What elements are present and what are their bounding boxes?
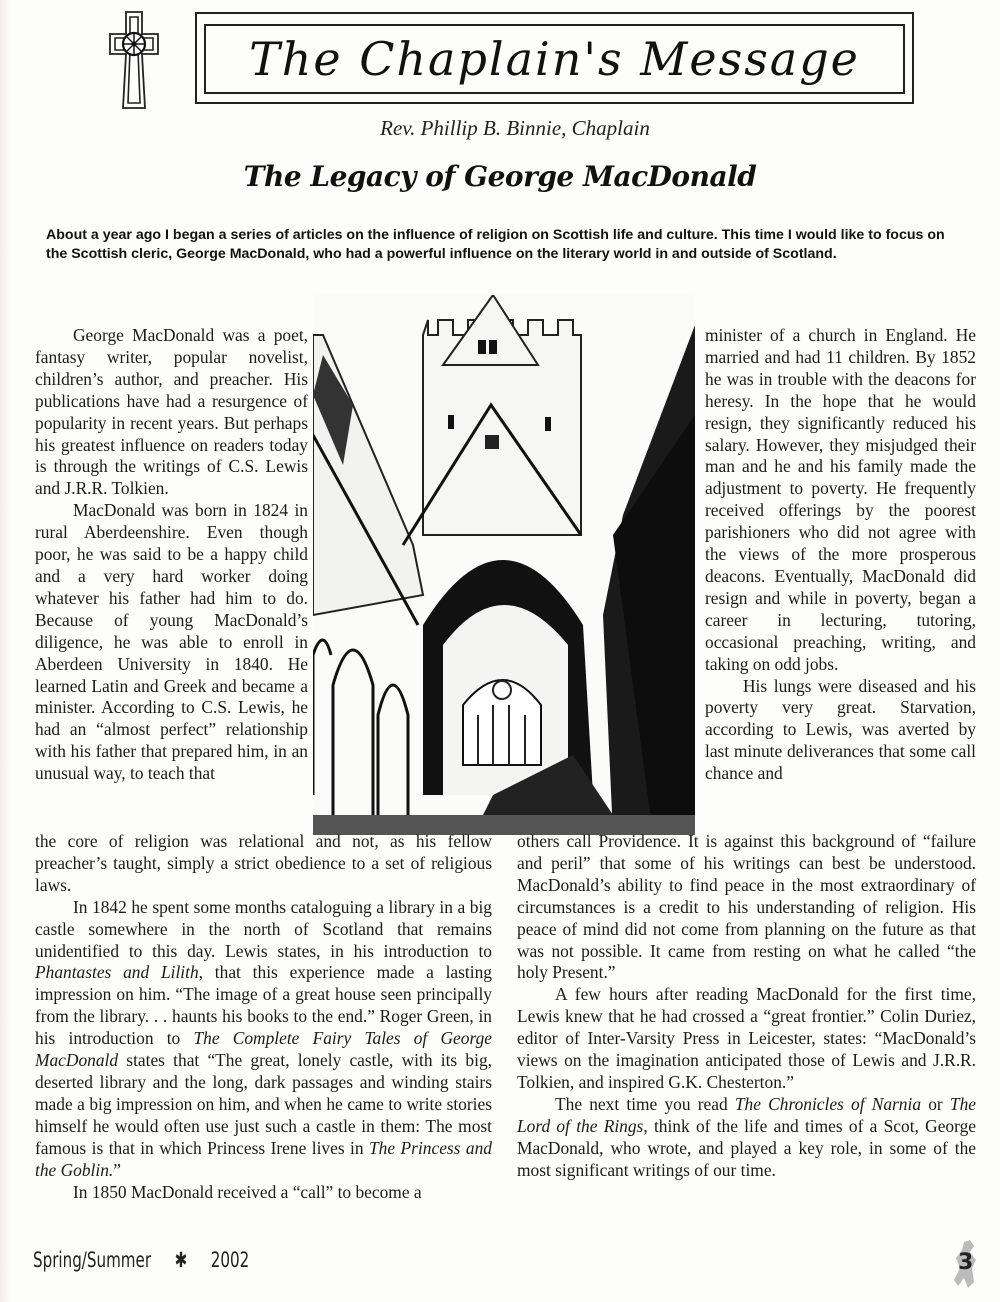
author-byline: Rev. Phillip B. Binnie, Chaplain: [380, 116, 650, 140]
paragraph: His lungs were diseased and his poverty very great. Starvation, according to Lewis, was averted by last minute deliverances that some call chance and: [705, 675, 976, 784]
paragraph: George MacDonald was a poet, fantasy writer, popular novelist, children’s author, and preacher. His publications have had a resurgence of popularity in recent years. But perhaps his greatest influence on readers today is through the writings of C.S. Lewis and J.R.R. Tolkien.: [35, 325, 308, 499]
celtic-cross-icon: [104, 8, 164, 112]
article-intro: About a year ago I began a series of articles on the influence of religion on Scottish life and culture. This time I would like to focus on the Scottish cleric, George MacDonald, who had a powerful influence on the literary world in and outside of Scotland.: [46, 227, 945, 262]
paragraph: others call Providence. It is against this background of “failure and peril” that some of his writings can best be understood. MacDonald’s ability to find peace in the most extraordinary of circumstances is a credit to his understanding of religion. His peace of mind did not come from planning on the future as that was not possible. It came from resting on what he called “the holy Present.”: [517, 831, 976, 983]
book-title: The Complete Fairy Tales of George MacDonald: [35, 1028, 492, 1071]
section-title: The Chaplain's Message: [249, 32, 860, 86]
column-right-bottom: [517, 831, 976, 1182]
book-title: The Princess and the Goblin.: [35, 1137, 492, 1180]
paragraph: In 1850 MacDonald received a “call” to become a: [73, 1181, 422, 1202]
paragraph: The next time you read The Chronicles of Narnia or The Lord of the Rings, think of the life and times of a Scot, George MacDonald, who wrote, and played a key role, in some of the most significant writings of our time.: [517, 1093, 976, 1180]
column-left-top: [35, 325, 308, 785]
page-number-badge: [950, 1238, 980, 1290]
book-title: The Chronicles of Narnia: [734, 1093, 922, 1114]
paragraph: In 1842 he spent some months cataloguing a library in a big castle somewhere in the north of Scotland that remains unidentified to this day. Lewis states, in his introduction to Phantastes and Lilith, that this experience made a lasting impression on him. “The image of a great house seen principally from the library. . . haunts his books to the end.” Roger Green, in his introduction to The Complete Fairy Tales of George MacDonald states that “The great, lonely castle, with its big, deserted library and the long, dark passages and winding stairs made a big impression on him, and when he came to write stories himself he would often use just such a castle in them: The most famous is that in which Princess Irene lives in The Princess and the Goblin.”: [35, 896, 492, 1180]
book-title: The Lord of the Rings: [517, 1093, 976, 1136]
thistle-icon: ✱: [174, 1248, 188, 1272]
paragraph: the core of religion was relational and not, as his fellow preacher’s taught, simply a strict obedience to a set of religious laws.: [35, 831, 492, 895]
book-title: Phantastes and Lilith: [35, 962, 199, 983]
issue-year: 2002: [210, 1248, 250, 1272]
page-number: 3: [958, 1250, 974, 1275]
footer-issue: [33, 1248, 268, 1272]
article-title: The Legacy of George MacDonald: [243, 160, 757, 193]
section-title-frame: [195, 12, 914, 104]
column-left-bottom: [35, 831, 492, 1203]
paragraph: A few hours after reading MacDonald for the first time, Lewis knew that he had crossed a “great frontier.” Colin Duriez, editor of Inter-Varsity Press in Leicester, states: “MacDonald’s views on the imagination anticipated those of Lewis and J.R.R. Tolkien, and inspired G.K. Chesterton.”: [517, 984, 976, 1092]
paragraph: MacDonald was born in 1824 in rural Aberdeenshire. Even though poor, he was said to be a happy child and a very hard worker doing whatever his father had him to do. Because of young MacDonald’s diligence, he was able to enroll in Aberdeen University in 1840. He learned Latin and Greek and became a minister. According to C.S. Lewis, he had an “almost perfect” relationship with his father that prepared him, in an unusual way, to teach that: [35, 500, 308, 784]
column-right-top: [705, 325, 976, 785]
paragraph: minister of a church in England. He married and had 11 children. By 1852 he was in trouble with the deacons for heresy. In the hope that he would resign, they significantly reduced his salary. However, they misjudged their man and he and his family made the adjustment to poverty. He frequently received offerings by the poorest parishioners who did not agree with the views of the more prosperous deacons. Eventually, MacDonald did resign and while in poverty, began a career in lecturing, tutoring, occasional preaching, writing, and taking on odd jobs.: [705, 325, 976, 674]
abbey-illustration: [313, 295, 695, 835]
page-edge-shadow: [0, 0, 10, 1302]
issue-season: Spring/Summer: [33, 1248, 152, 1272]
